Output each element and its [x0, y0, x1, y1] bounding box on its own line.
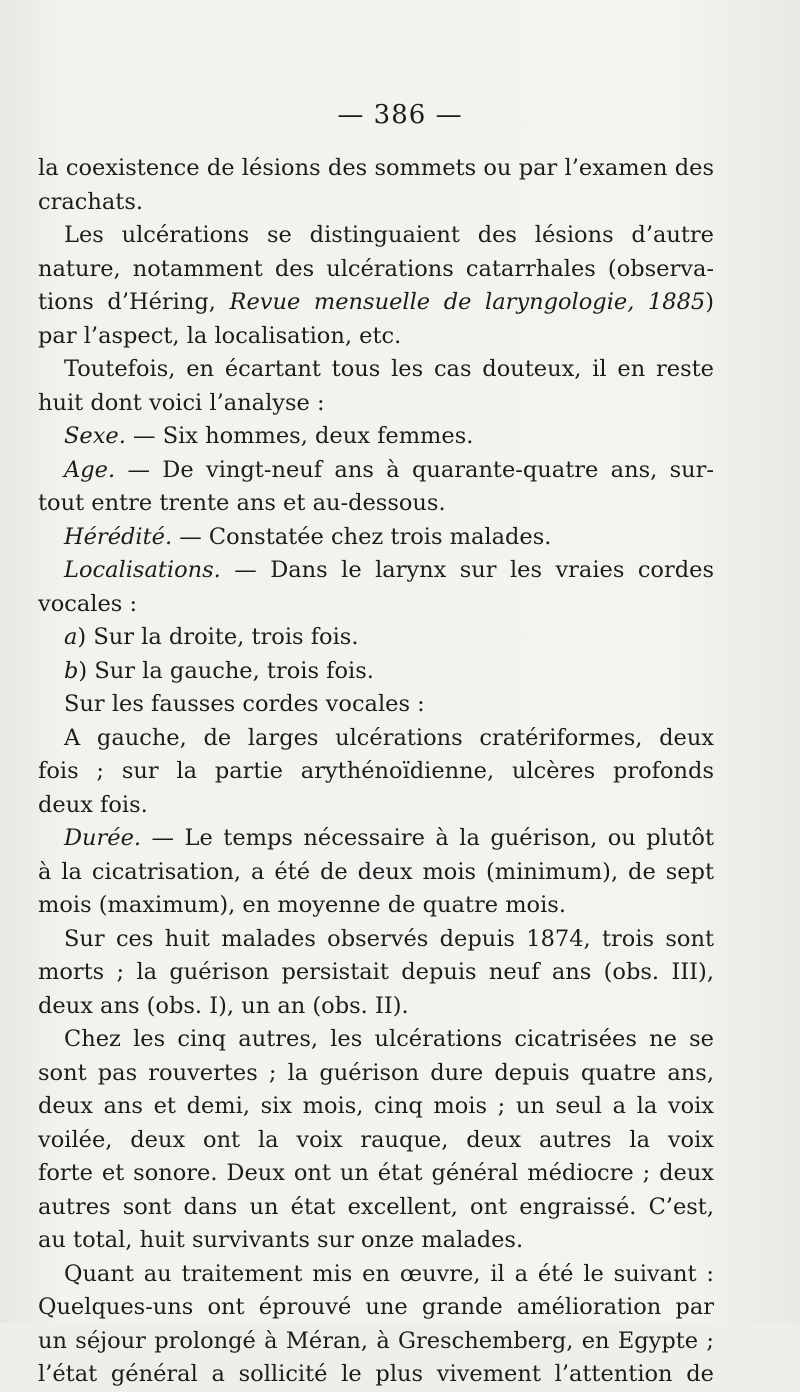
- text-line: tout entre trente ans et au-dessous.: [38, 490, 446, 516]
- text-line: huit dont voici l’analyse :: [38, 389, 325, 416]
- text-line: A gauche, de larges ulcérations cratériformes, deux: [64, 724, 714, 751]
- text-line: sont pas rouvertes ; la guérison dure depuis quatre ans,: [38, 1059, 714, 1086]
- text-run: tions d’Héring,: [38, 289, 230, 315]
- text-line: deux ans et demi, six mois, cinq mois ; un seul a la voix: [38, 1093, 714, 1119]
- italic-text: Age.: [64, 456, 116, 483]
- text-line: Quelques-uns ont éprouvé une grande amélioration par: [38, 1294, 714, 1320]
- text-line: l’état général a sollicité le plus vivement l’attention de: [38, 1361, 714, 1387]
- text-run: — Constatée chez trois malades.: [172, 523, 552, 550]
- italic-text: Hérédité.: [64, 523, 173, 550]
- italic-text: Sexe.: [64, 423, 126, 449]
- page-number: — 386 —: [337, 100, 463, 130]
- text-line: [38, 454, 714, 488]
- text-line: voilée, deux ont la voix rauque, deux autres la voix: [38, 1126, 714, 1153]
- italic-text: a: [64, 624, 78, 650]
- text-line: mois (maximum), en moyenne de quatre mois.: [38, 892, 566, 918]
- text-line: Toutefois, en écartant tous les cas douteux, il en reste: [64, 356, 714, 382]
- text-line: nature, notamment des ulcérations catarrhales (observa-: [38, 255, 714, 282]
- text-line: Sur ces huit malades observés depuis 1874, trois sont: [64, 925, 714, 952]
- text-run: — Six hommes, deux femmes.: [125, 423, 474, 449]
- text-run: ) Sur la gauche, trois fois.: [78, 657, 374, 684]
- text-run: ) Sur la droite, trois fois.: [77, 624, 359, 650]
- text-line: Les ulcérations se distinguaient des lésions d’autre: [64, 222, 714, 248]
- text-line: deux ans (obs. I), un an (obs. II).: [38, 992, 409, 1019]
- text-line: par l’aspect, la localisation, etc.: [38, 322, 402, 349]
- text-line: morts ; la guérison persistait depuis neuf ans (obs. III),: [38, 959, 714, 985]
- text-line: fois ; sur la partie arythénoïdienne, ulcères profonds: [38, 758, 714, 784]
- text-line: deux fois.: [38, 791, 148, 818]
- text-run: — Le temps nécessaire à la guérison, ou plutôt: [141, 825, 714, 851]
- text-line: [38, 621, 714, 655]
- text-line: à la cicatrisation, a été de deux mois (minimum), de sept: [38, 858, 714, 885]
- text-line: la coexistence de lésions des sommets ou par l’examen des: [38, 155, 714, 181]
- text-line: Sur les fausses cordes vocales :: [64, 691, 425, 717]
- text-line: au total, huit survivants sur onze malades.: [38, 1227, 524, 1253]
- text-line: autres sont dans un état excellent, ont engraissé. C’est,: [38, 1193, 714, 1220]
- italic-text: b: [64, 657, 79, 684]
- text-line: un séjour prolongé à Méran, à Greschemberg, en Egypte ;: [38, 1327, 714, 1354]
- body-text: [38, 152, 714, 1392]
- text-line: [38, 286, 714, 320]
- text-line: [38, 655, 714, 689]
- text-line: [38, 420, 714, 454]
- text-line: forte et sonore. Deux ont un état général médiocre ; deux: [38, 1160, 714, 1186]
- text-line: crachats.: [38, 188, 144, 215]
- text-line: [38, 554, 714, 588]
- text-run: ): [705, 289, 715, 315]
- italic-text: Durée.: [64, 825, 142, 851]
- text-line: Quant au traitement mis en œuvre, il a été le suivant :: [64, 1260, 714, 1287]
- text-line: Chez les cinq autres, les ulcérations cicatrisées ne se: [64, 1026, 714, 1052]
- italic-text: Localisations.: [64, 557, 221, 583]
- text-line: [38, 521, 714, 555]
- text-line: [38, 822, 714, 856]
- text-line: vocales :: [38, 590, 138, 617]
- italic-text: Revue mensuelle de laryngologie, 1885: [229, 289, 706, 315]
- text-run: — Dans le larynx sur les vraies cordes: [220, 557, 714, 583]
- text-run: — De vingt-neuf ans à quarante-quatre ans, sur-: [115, 456, 714, 483]
